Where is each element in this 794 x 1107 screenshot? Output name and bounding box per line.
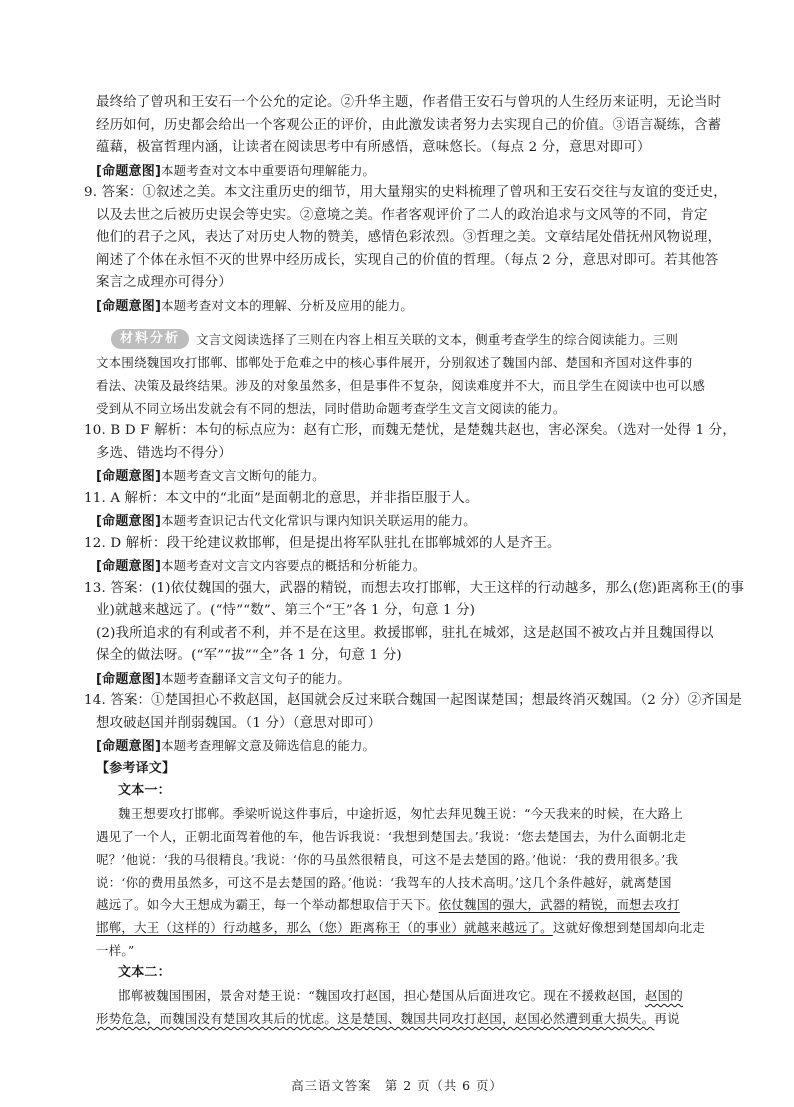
- intent-text: 本题考查对文本的理解、分析及应用的能力。: [161, 298, 413, 313]
- intent-line: [96, 670, 350, 689]
- text-line: (2)我所追求的有利或者不利，并不是在这里。救援邯郸，驻扎在城郊，这是赵国不被攻占并且魏国得以: [96, 626, 714, 641]
- analysis-line: 文言文阅读选择了三则在内容上相互关联的文本，侧重考查学生的综合阅读能力。三则: [196, 332, 679, 347]
- translation-line: 遇见了一个人，正朝北面驾着他的车，他告诉我说：‘我想到楚国去。’我说：‘您去楚国去，为什么面朝北走: [96, 829, 687, 844]
- intent-line: [96, 512, 476, 531]
- answer-9-line: 9. 答案：①叙述之美。本文注重历史的细节，用大量翔实的史料梳理了曾巩和王安石交往与友谊的变迁史，: [84, 185, 727, 200]
- intent-line: [96, 297, 413, 316]
- text-line: 想攻破赵国并削弱魏国。（1 分）（意思对即可）: [96, 716, 382, 731]
- reference-translation-heading: 【参考译文】: [96, 761, 176, 776]
- intent-line: [96, 467, 325, 486]
- translation-line: 一样。”: [96, 943, 135, 958]
- answer-11-line: 11. A 解析：本文中的“北面”是面朝北的意思，并非指臣服于人。: [84, 491, 479, 506]
- analysis-line: 文本围绕魏国攻打邯郸、邯郸处于危难之中的核心事件展开，分别叙述了魏国内部、楚国和齐国对这件事的: [96, 355, 693, 370]
- material-analysis-badge: 材料分析: [111, 329, 189, 349]
- translation-line: 呢？’他说：‘我的马很精良。’我说：‘你的马虽然很精良，可这不是去楚国的路。’他说：‘我的费用很多。’我: [96, 852, 679, 867]
- intent-label: [命题意图]: [96, 559, 162, 574]
- answer-12-line: 12. D 解析：段干纶建议救邯郸，但是提出将军队驻扎在邯郸城郊的人是齐王。: [84, 536, 561, 551]
- intent-label: [命题意图]: [96, 299, 162, 314]
- translation-text: 这就好像想到楚国却向北走: [552, 920, 706, 935]
- text-line: 案言之成理亦可得分）: [96, 275, 232, 290]
- intent-text: 本题考查文言文断句的能力。: [161, 468, 325, 483]
- intent-line: [96, 162, 375, 181]
- text-two-heading: 文本二：: [118, 965, 171, 980]
- intent-line: [96, 557, 426, 576]
- text-line: 保全的做法呀。(“军”“拔”“全”各 1 分，句意 1 分): [96, 648, 402, 663]
- text-line: 多选、错选均不得分）: [96, 446, 232, 461]
- translation-line: [96, 1010, 680, 1028]
- text-line: 阐述了个体在永恒不灭的世界中经历成长，实现自己的价值的哲理。（每点 2 分，意思对即可。若其他答: [96, 253, 719, 268]
- text-line: 最终给了曾巩和王安石一个公允的定论。②升华主题，作者借王安石与曾巩的人生经历来证明，无论当时: [96, 95, 722, 110]
- wavy-underlined-text: 形势危急，而魏国没有楚国攻其后的忧虑。: [96, 1011, 338, 1026]
- answer-14-line: 14. 答案：①楚国担心不救赵国，赵国就会反过来联合魏国一起图谋楚国；想最终消灭魏国。（2 分）②齐国是: [84, 693, 742, 708]
- analysis-line: 受到从不同立场出发就会有不同的想法，同时借助命题考查学生文言文阅读的能力。: [96, 401, 566, 416]
- translation-line: [96, 919, 705, 937]
- intent-text: 本题考查对文本中重要语句理解能力。: [161, 163, 376, 178]
- intent-label: [命题意图]: [96, 739, 162, 754]
- text-line: 以及去世之后被历史误会等史实。②意境之美。作者客观评价了二人的政治追求与文风等的不同，肯定: [96, 208, 708, 223]
- intent-label: [命题意图]: [96, 672, 162, 687]
- answer-13-line: 13. 答案：(1)依仗魏国的强大，武器的精锐，而想去攻打邯郸，大王这样的行动越多，那么(您)距离称王(的事: [84, 581, 745, 596]
- analysis-line: 看法、决策及最终结果。涉及的对象虽然多，但是事件不复杂，阅读难度并不大，而且学生在阅读中也可以感: [96, 378, 706, 393]
- intent-label: [命题意图]: [96, 469, 162, 484]
- intent-text: 本题考查对文言文内容要点的概括和分析能力。: [161, 558, 426, 573]
- translation-line: 魏王想要攻打邯郸。季梁听说这件事后，中途折返，匆忙去拜见魏王说：“今天我来的时候，在大路上: [118, 806, 684, 821]
- answer-10-line: 10. B D F 解析：本句的标点应为：赵有亡形，而魏无楚忧，是楚魏共赵也，害必深矣。（选对一处得 1 分，: [84, 423, 736, 438]
- text-line: 业)就越来越远了。(“恃”“数”、第三个“王”各 1 分，句意 1 分): [96, 603, 476, 618]
- translation-text: 再说: [654, 1011, 680, 1026]
- wavy-underlined-text: 赵国的: [644, 988, 684, 1003]
- text-line: 他们的君子之风，表达了对历史人物的赞美，感情色彩浓烈。③哲理之美。文章结尾处借抚州风物说理，: [96, 230, 722, 245]
- translation-text: 越远了。如今大王想成为霸王，每一个举动都想取信于天下。: [96, 897, 439, 912]
- text-one-heading: 文本一：: [118, 783, 171, 798]
- intent-label: [命题意图]: [96, 514, 162, 529]
- text-line: 蕴藉，极富哲理内涵，让读者在阅读思考中有所感悟，意味悠长。（每点 2 分，意思对即可）: [96, 140, 651, 155]
- intent-text: 本题考查翻译文言文句子的能力。: [161, 671, 350, 686]
- translation-line: 说：‘你的费用虽然多，可这不是去楚国的路。’他说：‘我驾车的人技术高明。’这几个条件越好，就离楚国: [96, 875, 672, 890]
- translation-text: 邯郸被魏国围困，景舍对楚王说：“魏国攻打赵国，担心楚国从后面进攻它。现在不援救赵国，: [118, 988, 645, 1003]
- wavy-underlined-text: 这是楚国、魏国共同攻打赵国，赵国必然遭到重大损失。: [337, 1011, 655, 1026]
- intent-text: 本题考查识记古代文化常识与课内知识关联运用的能力。: [161, 513, 476, 528]
- underlined-text: 依仗魏国的强大，武器的精锐，而想去攻打: [438, 897, 680, 912]
- translation-line: [96, 896, 680, 914]
- intent-label: [命题意图]: [96, 164, 162, 179]
- translation-line: [118, 987, 683, 1005]
- page-footer: 高三语文答案 第 2 页（共 6 页）: [291, 1078, 503, 1093]
- intent-line: [96, 737, 375, 756]
- intent-text: 本题考查理解文意及筛选信息的能力。: [161, 738, 376, 753]
- underlined-text: 邯郸，大王（这样的）行动越多，那么（您）距离称王（的事业）就越来越远了。: [96, 920, 553, 935]
- text-line: 经历如何，历史都会给出一个客观公正的评价，由此激发读者努力去实现自己的价值。③语言凝练，含蓄: [96, 118, 722, 133]
